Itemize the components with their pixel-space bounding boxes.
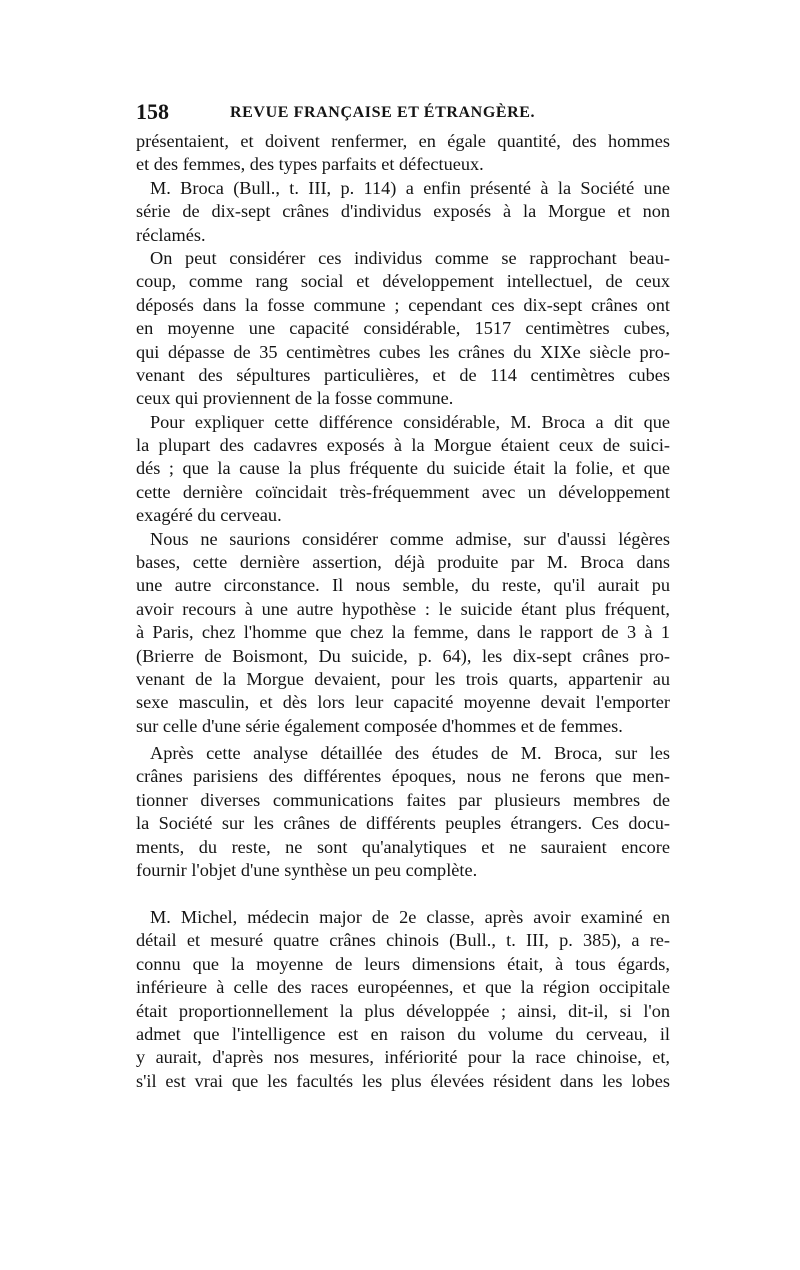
text-line: connu que la moyenne de leurs dimensions était, à tous égards, <box>136 953 670 974</box>
body-section-chinese-skulls <box>136 906 670 1093</box>
text-line: venant de la Morgue devaient, pour les trois quarts, appartenir au <box>136 668 670 689</box>
text-line: sexe masculin, et dès lors leur capacité moyenne devait l'emporter <box>136 692 670 713</box>
text-line: sur celle d'une série également composée d'hommes et de femmes. <box>136 715 623 736</box>
text-line: Pour expliquer cette différence considérable, M. Broca a dit que <box>150 411 670 432</box>
text-line: ments, du reste, ne sont qu'analytiques et ne sauraient encore <box>136 836 670 857</box>
text-line: était proportionnellement la plus développée ; ainsi, dit-il, si l'on <box>136 1000 670 1021</box>
text-line: déposés dans la fosse commune ; cependant ces dix-sept crânes ont <box>136 294 670 315</box>
text-line: fournir l'objet d'une synthèse un peu complète. <box>136 859 478 880</box>
text-line: y aurait, d'après nos mesures, infériorité pour la race chinoise, et, <box>136 1047 670 1068</box>
text-line: Nous ne saurions considérer comme admise, sur d'aussi légères <box>150 528 670 549</box>
text-line: en moyenne une capacité considérable, 1517 centimètres cubes, <box>136 318 670 339</box>
text-line: réclamés. <box>136 224 206 245</box>
text-line: à Paris, chez l'homme que chez la femme, dans le rapport de 3 à 1 <box>136 622 670 643</box>
text-line: exagéré du cerveau. <box>136 505 282 526</box>
text-line: la plupart des cadavres exposés à la Morgue étaient ceux de suici- <box>136 435 670 456</box>
text-line: inférieure à celle des races européennes, et que la région occipitale <box>136 977 670 998</box>
text-line: bases, cette dernière assertion, déjà produite par M. Broca dans <box>136 552 670 573</box>
text-line: M. Michel, médecin major de 2e classe, après avoir examiné en <box>150 907 670 927</box>
text-line: dés ; que la cause la plus fréquente du suicide était la folie, et que <box>136 458 670 479</box>
body-section-broca-morgue <box>136 130 670 738</box>
text-line: qui dépasse de 35 centimètres cubes les crânes du XIXe siècle pro- <box>136 341 670 362</box>
text-line: la Société sur les crânes de différents peuples étrangers. Ces docu- <box>136 813 670 834</box>
text-line: On peut considérer ces individus comme se rapprochant beau- <box>150 247 670 268</box>
text-line: crânes parisiens des différentes époques, nous ne ferons que men- <box>136 766 670 787</box>
text-line: une autre circonstance. Il nous semble, du reste, qu'il aurait pu <box>136 575 670 596</box>
text-line: M. Broca (Bull., t. III, p. 114) a enfin présenté à la Société une <box>150 177 670 198</box>
text-line: admet que l'intelligence est en raison du volume du cerveau, il <box>136 1023 670 1044</box>
text-line: cette dernière coïncidait très-fréquemment avec un développement <box>136 481 670 502</box>
text-line: venant des sépultures particulières, et de 114 centimètres cubes <box>136 364 670 385</box>
text-line: et des femmes, des types parfaits et défectueux. <box>136 154 484 175</box>
text-line: série de dix-sept crânes d'individus exposés à la Morgue et non <box>136 201 670 222</box>
text-line: s'il est vrai que les facultés les plus élevées résident dans les lobes <box>136 1070 670 1091</box>
page-number: 158 <box>136 99 169 124</box>
text-line: Après cette analyse détaillée des études de M. Broca, sur les <box>150 743 670 763</box>
body-section-foreign-skulls <box>136 742 670 882</box>
text-line: avoir recours à une autre hypothèse : le suicide étant plus fréquent, <box>136 598 670 619</box>
running-head <box>136 99 670 125</box>
text-line: présentaient, et doivent renfermer, en égale quantité, des hommes <box>136 131 670 151</box>
text-line: tionner diverses communications faites par plusieurs membres de <box>136 789 670 810</box>
text-line: détail et mesuré quatre crânes chinois (Bull., t. III, p. 385), a re- <box>136 930 670 951</box>
journal-title: REVUE FRANÇAISE ET ÉTRANGÈRE. <box>230 104 536 121</box>
text-line: ceux qui proviennent de la fosse commune. <box>136 388 454 409</box>
text-line: coup, comme rang social et développement intellectuel, de ceux <box>136 271 670 292</box>
text-line: (Brierre de Boismont, Du suicide, p. 64), les dix-sept crânes pro- <box>136 645 670 666</box>
